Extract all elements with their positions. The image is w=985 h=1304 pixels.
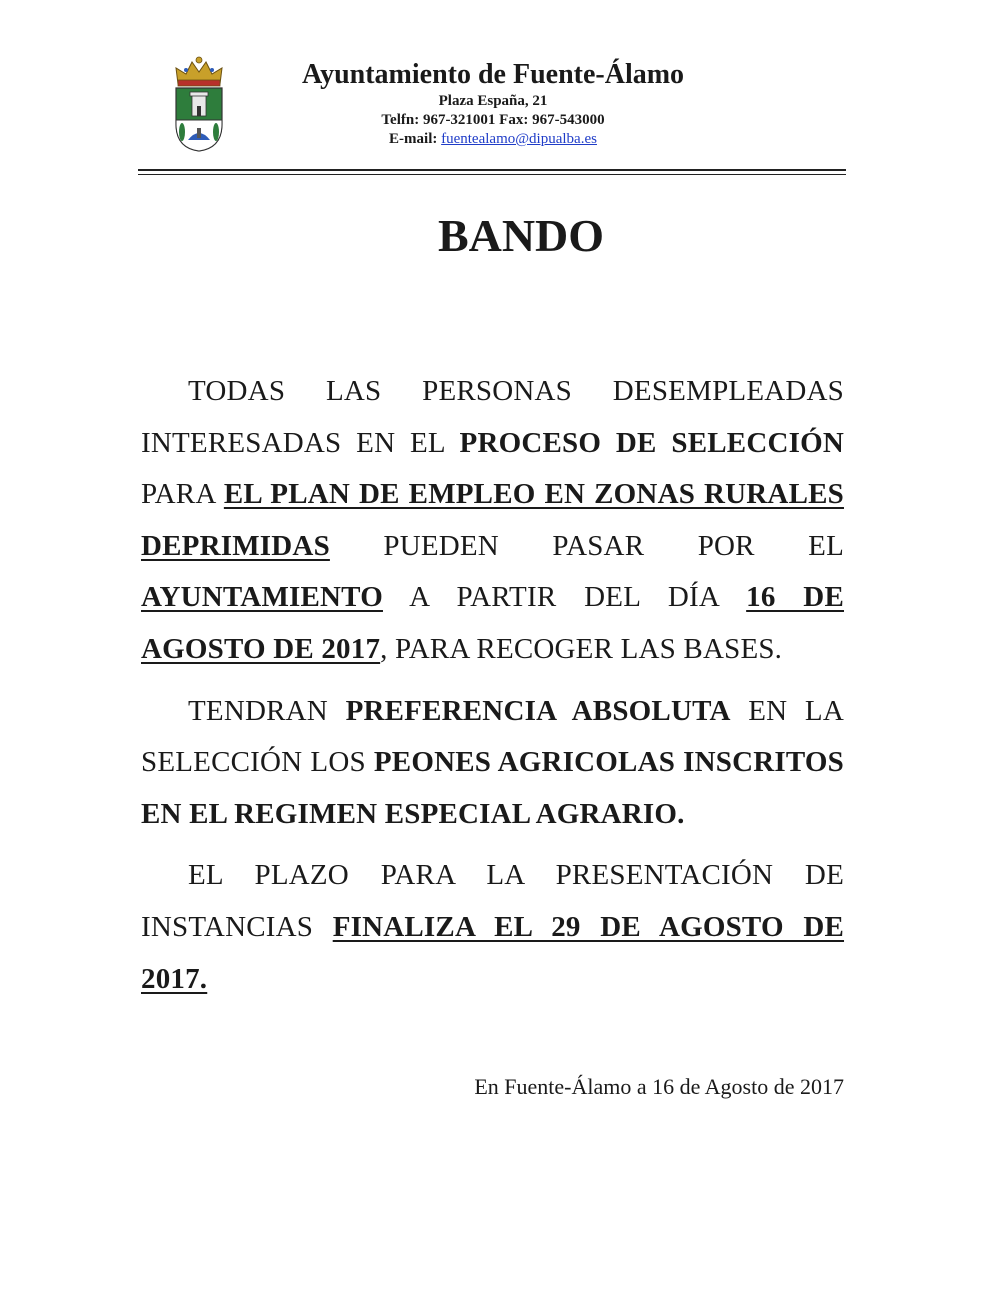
p1-text: PARA [141, 478, 224, 511]
paragraph-1 [141, 366, 844, 676]
header-divider [138, 169, 846, 171]
coat-of-arms-icon [168, 54, 230, 154]
p1-text: TODAS LAS PERSONAS DESEMPLEADAS INTERESADAS EN EL [141, 375, 844, 459]
p1-text: PUEDEN PASAR POR EL [329, 529, 844, 562]
p3-deadline: FINALIZA EL 29 DE AGOSTO DE 2017. [141, 910, 845, 995]
p1-town-hall: AYUNTAMIENTO [141, 581, 383, 614]
p3-text: EL PLAZO PARA LA PRESENTACIÓN DE INSTANCIAS [141, 859, 844, 943]
document-title: BANDO [437, 210, 605, 261]
p2-agricultural-workers: PEONES AGRICOLAS INSCRITOS EN EL REGIMEN ESPECIAL AGRARIO. [141, 746, 844, 830]
place-and-date: En Fuente-Álamo a 16 de Agosto de 2017 [474, 1074, 844, 1099]
p1-text: A PARTIR DEL DÍA [382, 581, 747, 614]
p2-text: EN LA SELECCIÓN LOS [141, 694, 844, 779]
email-link[interactable]: fuentealamo@dipualba.es [441, 131, 597, 147]
p2-text: TENDRAN [188, 694, 346, 727]
paragraph-2 [141, 686, 844, 841]
address: Plaza España, 21 [438, 93, 548, 109]
p1-selection-process: PROCESO DE SELECCIÓN [459, 426, 844, 459]
phone-fax: Telfn: 967-321001 Fax: 967-543000 [381, 112, 605, 128]
letterhead [240, 58, 746, 149]
announcement-body [141, 366, 844, 1015]
p1-employment-plan: EL PLAN DE EMPLEO EN ZONAS RURALES DEPRIMIDAS [141, 478, 844, 562]
email-label: E-mail: [389, 131, 438, 147]
header-divider-thin [138, 174, 846, 175]
p1-text: , PARA RECOGER LAS BASES. [380, 632, 783, 665]
paragraph-3 [141, 850, 844, 1005]
p1-start-date: 16 DE AGOSTO DE 2017 [141, 581, 844, 665]
p2-absolute-preference: PREFERENCIA ABSOLUTA [345, 694, 731, 727]
org-name: Ayuntamiento de Fuente-Álamo [301, 59, 685, 90]
email-line [240, 130, 746, 149]
